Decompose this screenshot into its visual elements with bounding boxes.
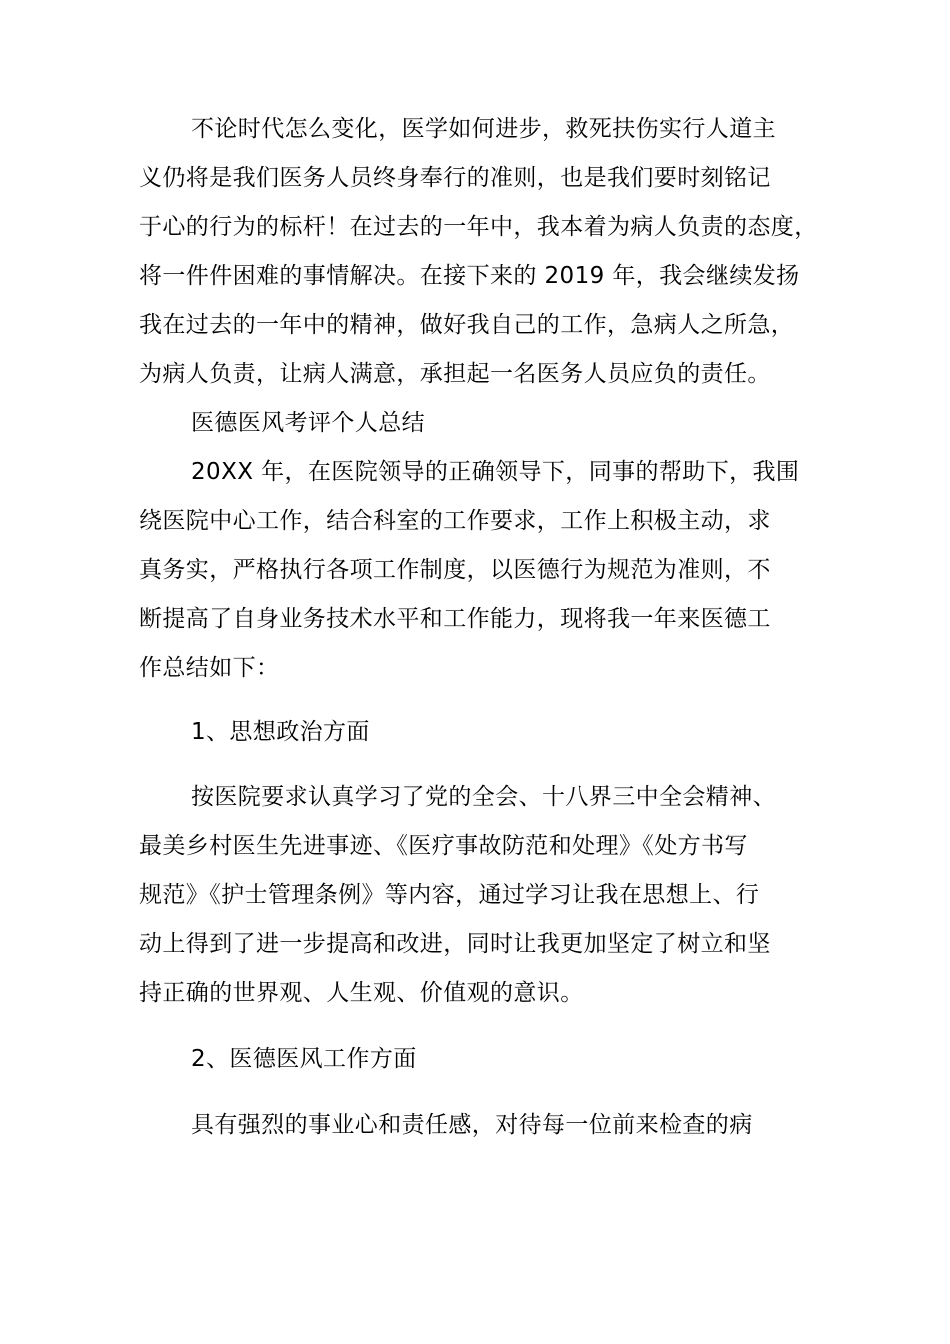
paragraph-line: 于心的行为的标杆！在过去的一年中，我本着为病人负责的态度， — [139, 214, 818, 240]
paragraph-line: 规范》《护士管理条例》等内容，通过学习让我在思想上、行 — [139, 882, 760, 908]
paragraph-line: 按医院要求认真学习了党的全会、十八界三中全会精神、 — [191, 784, 776, 810]
paragraph-line: 不论时代怎么变化，医学如何进步，救死扶伤实行人道主 — [191, 116, 776, 142]
subsection-heading: 1、思想政治方面 — [191, 719, 370, 745]
paragraph-line: 具有强烈的事业心和责任感，对待每一位前来检查的病 — [191, 1112, 753, 1138]
paragraph-line: 绕医院中心工作，结合科室的工作要求，工作上积极主动，求 — [139, 508, 771, 534]
paragraph-line: 将一件件困难的事情解决。在接下来的 2019 年，我会继续发扬 — [139, 263, 800, 289]
paragraph-line: 真务实，严格执行各项工作制度，以医德行为规范为准则，不 — [139, 557, 771, 583]
paragraph-line: 最美乡村医生先进事迹、《医疗事故防范和处理》《处方书写 — [139, 833, 748, 859]
paragraph-line: 动上得到了进一步提高和改进，同时让我更加坚定了树立和坚 — [139, 931, 771, 957]
section-heading: 医德医风考评个人总结 — [191, 410, 425, 436]
paragraph-line: 为病人负责，让病人满意，承担起一名医务人员应负的责任。 — [139, 361, 771, 387]
paragraph-line: 持正确的世界观、人生观、价值观的意识。 — [139, 980, 584, 1006]
paragraph-line: 20XX 年，在医院领导的正确领导下，同事的帮助下，我围 — [191, 459, 800, 485]
subsection-heading: 2、医德医风工作方面 — [191, 1046, 417, 1072]
paragraph-line: 我在过去的一年中的精神，做好我自己的工作，急病人之所急， — [139, 312, 795, 338]
paragraph-line: 断提高了自身业务技术水平和工作能力，现将我一年来医德工 — [139, 606, 771, 632]
paragraph-line: 作总结如下： — [139, 655, 280, 681]
paragraph-line: 义仍将是我们医务人员终身奉行的准则，也是我们要时刻铭记 — [139, 165, 771, 191]
